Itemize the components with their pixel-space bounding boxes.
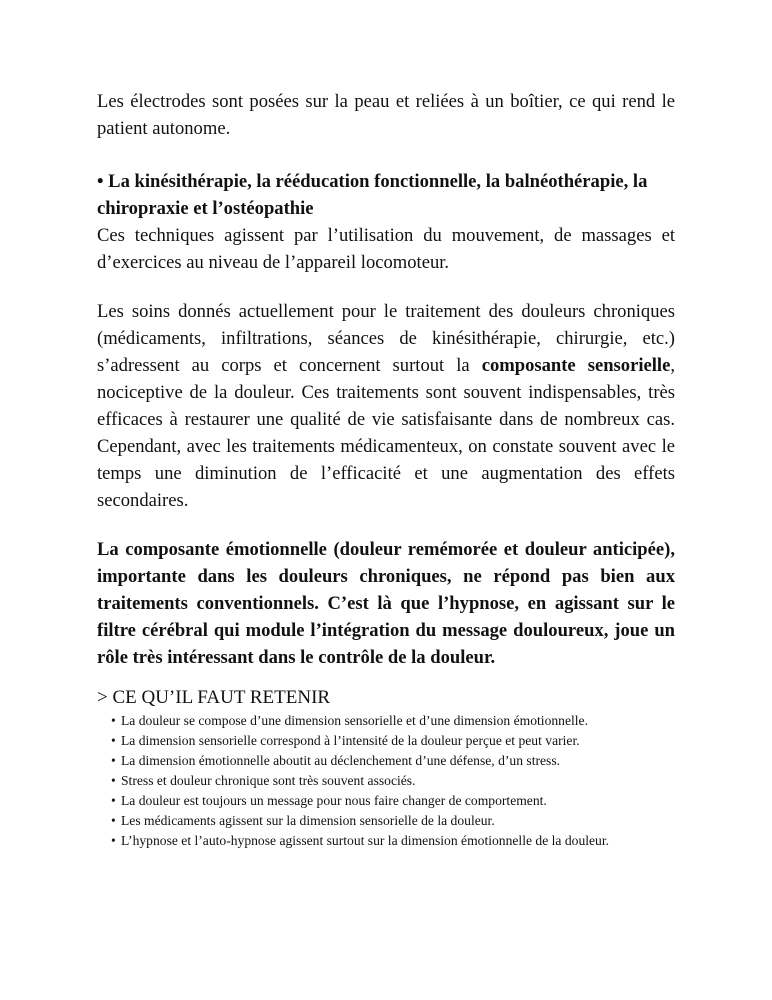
- emphasis-paragraph: La composante émotionnelle (douleur remémorée et douleur anticipée), importante dans les douleurs chroniques, ne répond pas bien aux traitements conventionnels. C’est là que l’hypnose, en agissant sur le filtre cérébral qui module l’intégration du message douloureux, joue un rôle très intéressant dans le contrôle de la douleur.: [97, 539, 675, 668]
- heading-text: La kinésithérapie, la rééducation fonctionnelle, la balnéothérapie, la chiropraxie et l’ostéopathie: [97, 171, 648, 219]
- list-bullet: •: [111, 833, 116, 848]
- soins-paragraph: [97, 298, 675, 514]
- section-body-paragraph: Ces techniques agissent par l’utilisation du mouvement, de massages et d’exercices au niveau de l’appareil locomoteur.: [97, 225, 675, 273]
- heading-bullet: •: [97, 171, 104, 192]
- soins-bold-term: composante sensorielle: [481, 355, 671, 376]
- retenir-title: > CE QU’IL FAUT RETENIR: [97, 687, 331, 708]
- retenir-list: [97, 711, 675, 851]
- list-bullet: •: [111, 813, 116, 828]
- list-bullet: •: [111, 753, 116, 768]
- list-item-text: La dimension sensorielle correspond à l’intensité de la douleur perçue et peut varier.: [121, 733, 580, 748]
- list-item: [111, 731, 675, 751]
- intro-paragraph: Les électrodes sont posées sur la peau et reliées à un boîtier, ce qui rend le patient autonome.: [97, 91, 675, 139]
- section-heading: [97, 168, 675, 222]
- soins-text-part2: , nociceptive de la douleur. Ces traitements sont souvent indispensables, très efficaces à restaurer une qualité de vie satisfaisante dans de nombreux cas. Cependant, avec les traitements médicamenteux, on constate souvent avec le temps une diminution de l’efficacité et une augmentation des effets secondaires.: [97, 355, 675, 511]
- list-item-text: L’hypnose et l’auto-hypnose agissent surtout sur la dimension émotionnelle de la douleur.: [121, 833, 610, 848]
- list-item-text: Les médicaments agissent sur la dimension sensorielle de la douleur.: [121, 813, 495, 828]
- list-bullet: •: [111, 733, 116, 748]
- document-page: [97, 88, 675, 851]
- list-item-text: La douleur est toujours un message pour nous faire changer de comportement.: [121, 793, 547, 808]
- list-bullet: •: [111, 713, 116, 728]
- list-item-text: Stress et douleur chronique sont très souvent associés.: [121, 773, 416, 788]
- list-item: [111, 751, 675, 771]
- list-item: [111, 771, 675, 791]
- list-item-text: La dimension émotionnelle aboutit au déclenchement d’une défense, d’un stress.: [121, 753, 561, 768]
- list-item-text: La douleur se compose d’une dimension sensorielle et d’une dimension émotionnelle.: [121, 713, 588, 728]
- list-bullet: •: [111, 793, 116, 808]
- soins-text-part1: Les soins donnés actuellement pour le traitement des douleurs chroniques (médicaments, infiltrations, séances de kinésithérapie, chirurgie, etc.) s’adressent au corps et concernent surtout la: [97, 301, 675, 376]
- retenir-box: [97, 685, 675, 851]
- list-item: [111, 791, 675, 811]
- list-item: [111, 711, 675, 731]
- list-item: [111, 831, 675, 851]
- list-item: [111, 811, 675, 831]
- list-bullet: •: [111, 773, 116, 788]
